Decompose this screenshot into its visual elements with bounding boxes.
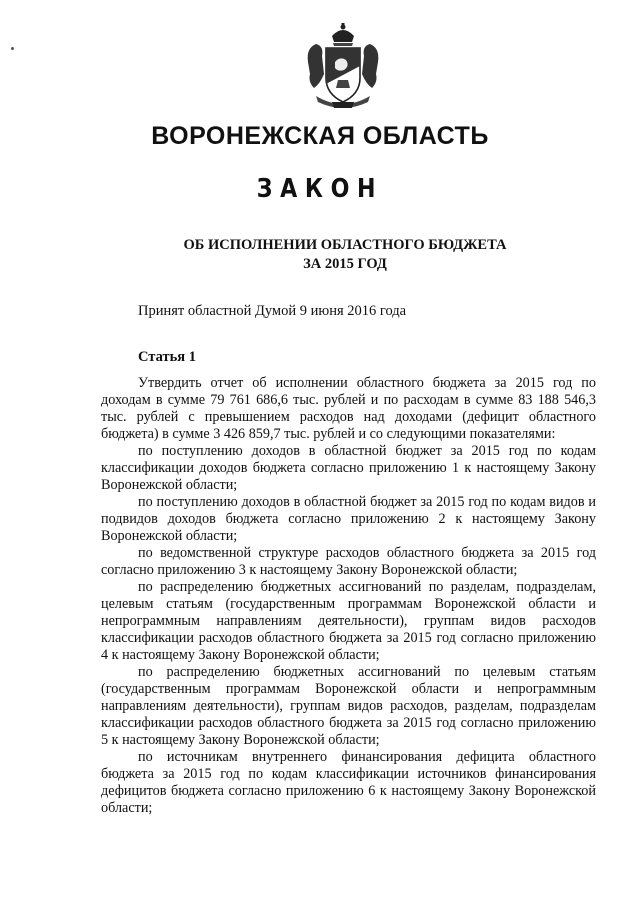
- article-paragraph: по источникам внутреннего финансирования дефицита областного бюджета за 2015 год по кодам классификации источников финансирования дефицитов бюджета согласно приложению 6 к настоящему Закону Воронежской области;: [101, 749, 596, 816]
- article-paragraph: Утвердить отчет об исполнении областного бюджета за 2015 год по доходам в сумме 79 761 686,6 тыс. рублей и по расходам в сумме 83 188 546,3 тыс. рублей с превышением расходов над доходами (дефицит областного бюджета) в сумме 3 426 859,7 тыс. рублей и со следующими показателями:: [101, 375, 596, 442]
- adoption-note: Принят областной Думой 9 июня 2016 года: [138, 303, 407, 319]
- law-title: [0, 236, 640, 274]
- article-paragraph: по поступлению доходов в областной бюджет за 2015 год по кодам классификации доходов бюджета согласно приложению 1 к настоящему Закону Воронежской области;: [101, 443, 596, 493]
- article-body: [101, 375, 596, 817]
- article-paragraph: по ведомственной структуре расходов областного бюджета за 2015 год согласно приложению 3 к настоящему Закону Воронежской области;: [101, 545, 596, 578]
- article-paragraph: по распределению бюджетных ассигнований по разделам, подразделам, целевым статьям (государственным программам Воронежской области и непрограммным направлениям деятельности), группам видов расходов классификации расходов областного бюджета за 2015 год согласно приложению 4 к настоящему Закону Воронежской области;: [101, 579, 596, 663]
- article-paragraph: по распределению бюджетных ассигнований по целевым статьям (государственным программам Воронежской области и непрограммным направлениям деятельности), группам видов расходов, разделам, подразделам классификации расходов областного бюджета за 2015 год согласно приложению 5 к настоящему Закону Воронежской области;: [101, 664, 596, 748]
- law-title-line-1: ОБ ИСПОЛНЕНИИ ОБЛАСТНОГО БЮДЖЕТА: [183, 237, 507, 253]
- scan-speck: [11, 47, 14, 50]
- article-heading: Статья 1: [138, 349, 196, 365]
- article-paragraph: по поступлению доходов в областной бюджет за 2015 год по кодам видов и подвидов доходов бюджета согласно приложению 2 к настоящему Закону Воронежской области;: [101, 494, 596, 544]
- region-name: ВОРОНЕЖСКАЯ ОБЛАСТЬ: [151, 122, 489, 150]
- document-type: ЗАКОН: [256, 174, 384, 204]
- law-title-line-2: ЗА 2015 ГОД: [303, 256, 387, 272]
- coat-of-arms-emblem: [302, 22, 384, 112]
